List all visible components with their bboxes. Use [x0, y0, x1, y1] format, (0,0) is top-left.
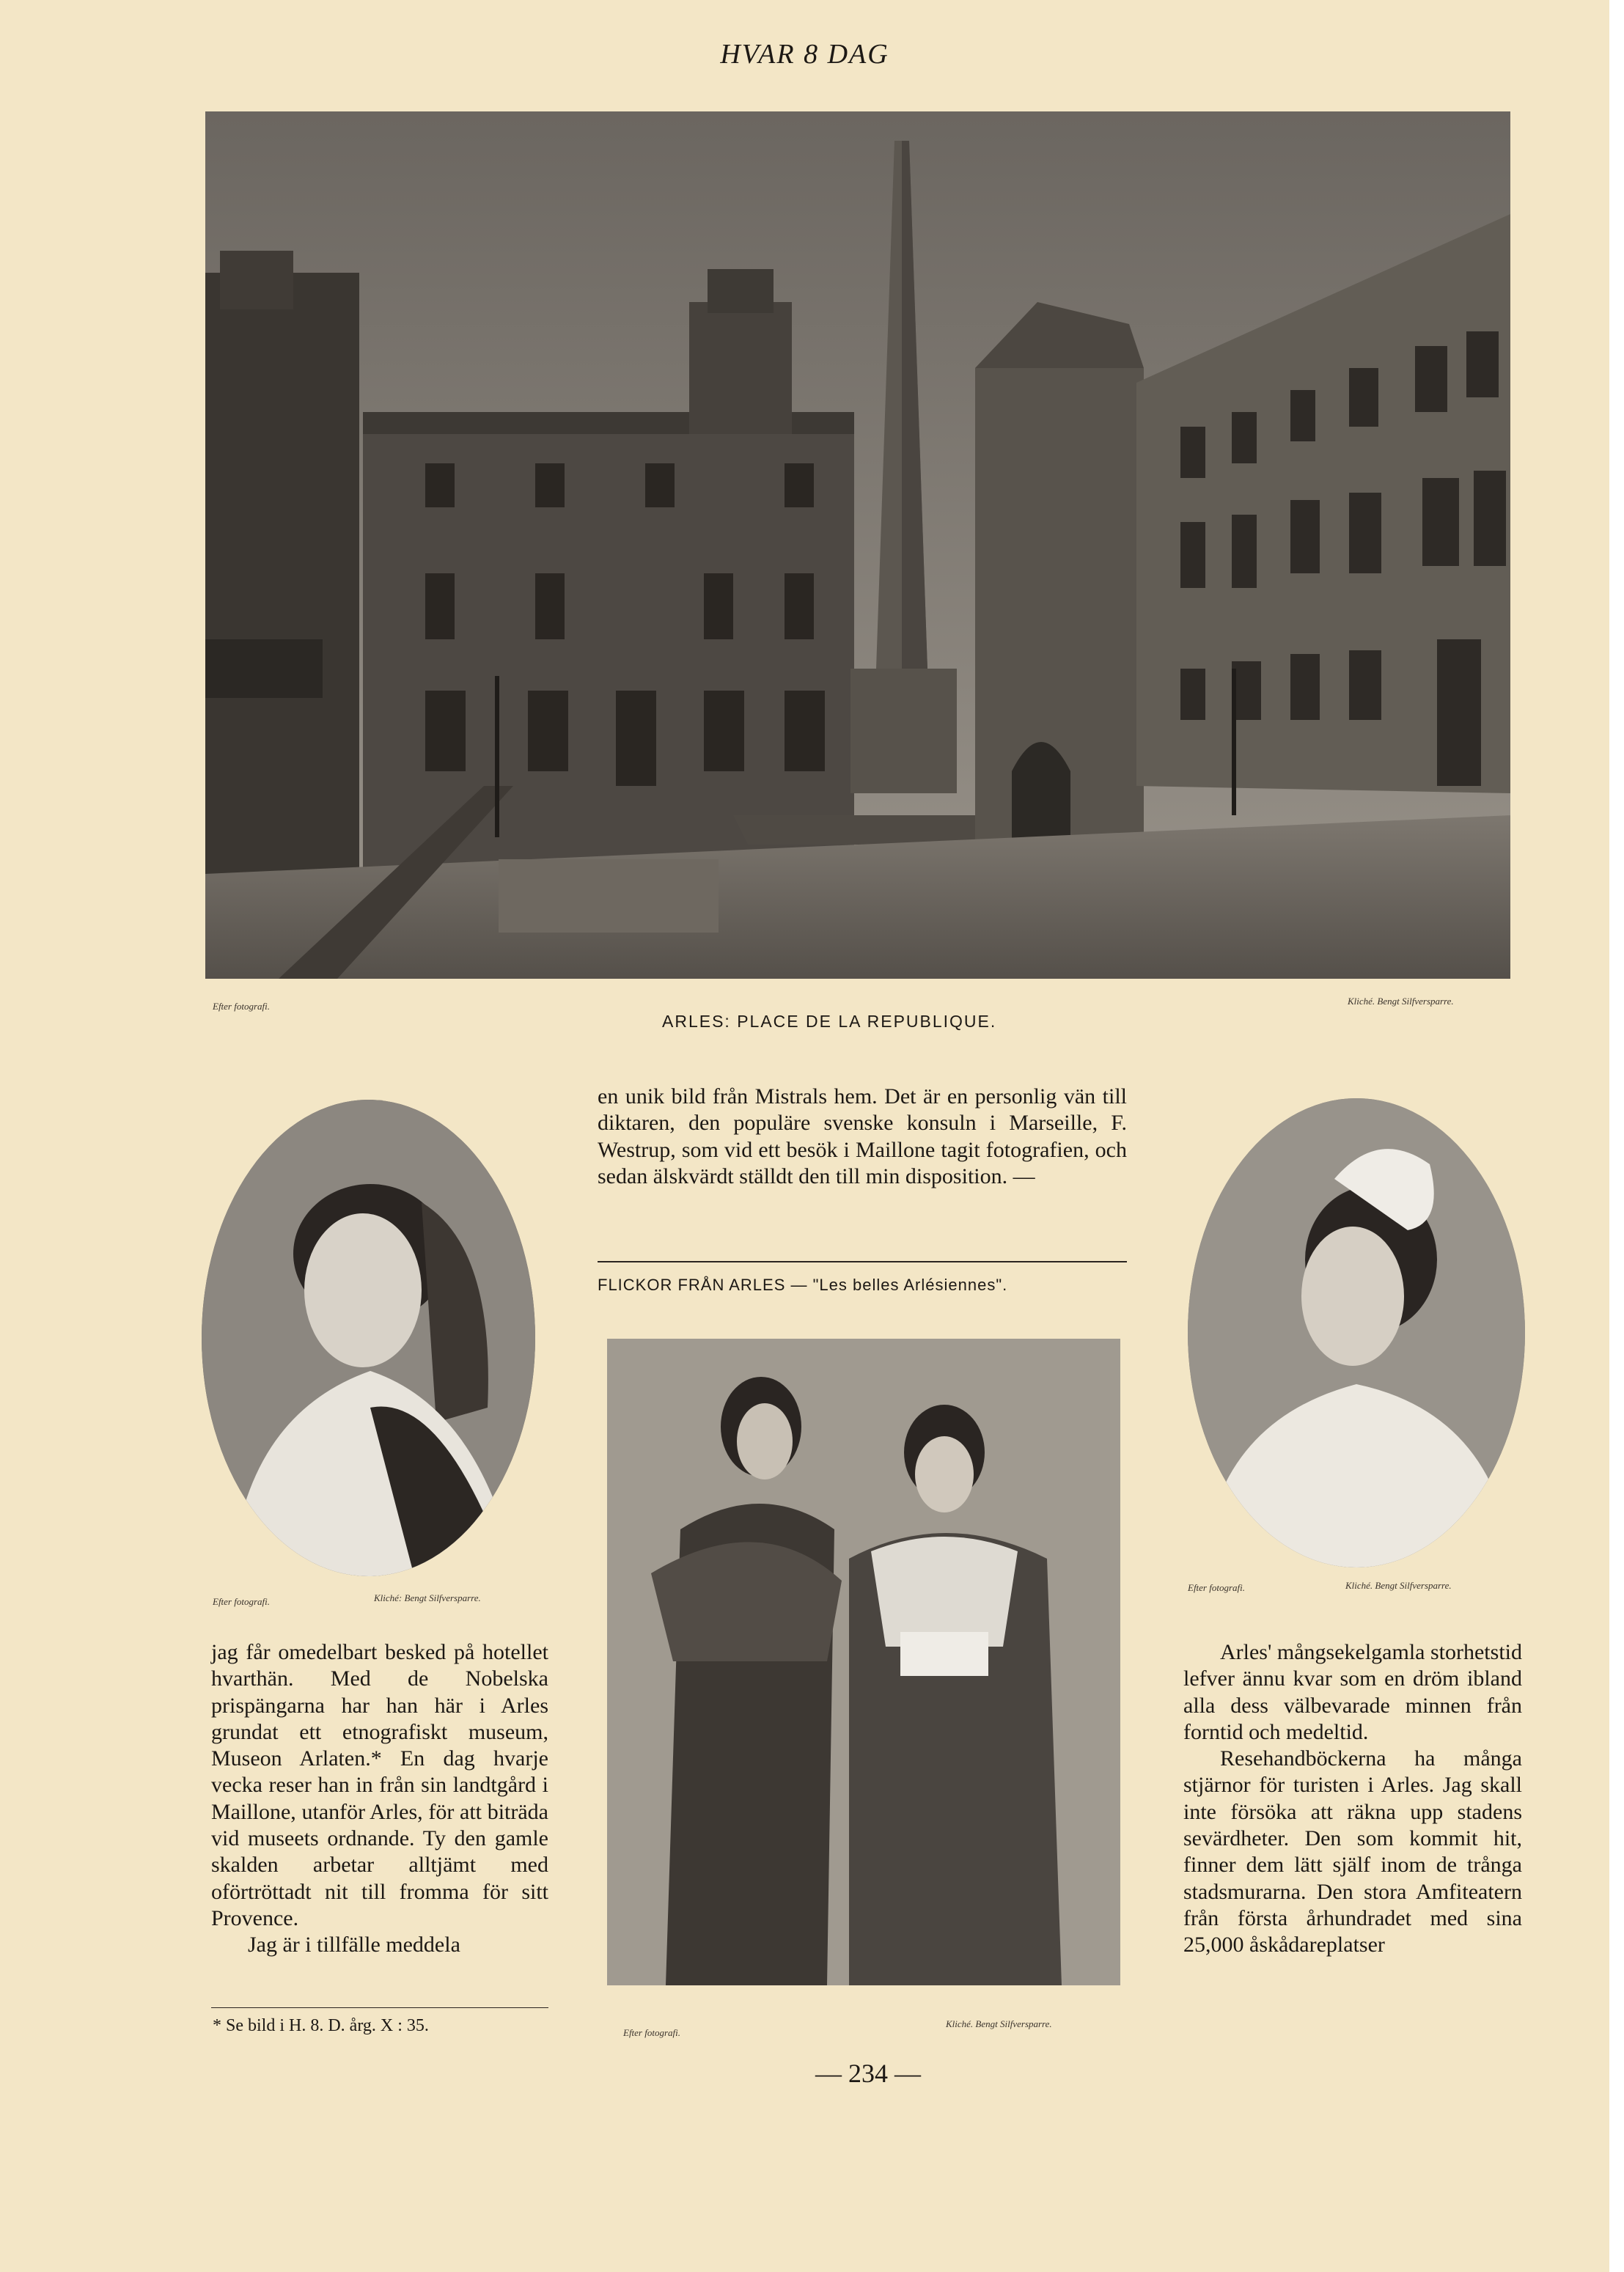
footnote-rule — [211, 2007, 548, 2008]
center-credit-right: Kliché. Bengt Silfversparre. — [946, 2018, 1052, 2029]
left-column-paragraph-2: Jag är i tillfälle meddela — [248, 1933, 460, 1957]
center-caption: FLICKOR FRÅN ARLES — "Les belles Arlésiennes". — [598, 1276, 1008, 1294]
running-header: HVAR 8 DAG — [720, 39, 889, 70]
top-photo-credit-right: Kliché. Bengt Silfversparre. — [1348, 996, 1454, 1007]
left-oval-credit-right: Kliché: Bengt Silfversparre. — [374, 1592, 481, 1603]
right-column-paragraph-2: Resehandböckerna ha många stjärnor för turisten i Arles. Jag skall inte försöka att räkna upp stadens sevärdheter. Den som kommit hit, finner dem lätt själf inom de trånga stadsmurarna. Den stora Amfiteatern från första århundradet med sina 25,000 åskådareplatser — [1183, 1746, 1522, 1957]
page-number: — 234 — — [815, 2059, 921, 2088]
center-paragraph — [598, 1084, 1127, 1190]
center-divider — [598, 1261, 1127, 1262]
two-girls-photo — [607, 1339, 1120, 1985]
top-photo-caption: ARLES: PLACE DE LA REPUBLIQUE. — [662, 1012, 997, 1031]
place-de-la-republique-photo — [205, 111, 1510, 979]
center-credit-left: Efter fotografi. — [623, 2027, 680, 2038]
left-column-text — [211, 1639, 548, 1959]
top-photo-credit-left: Efter fotografi. — [213, 1001, 270, 1012]
right-oval-portrait — [1188, 1098, 1525, 1567]
page-edge — [1609, 0, 1624, 2272]
center-paragraph-text: en unik bild från Mistrals hem. Det är en personlig vän till diktaren, den populäre svenske konsuln i Marseille, F. Westrup, som vid ett besök i Maillone tagit fotografien, och sedan älskvärdt ställdt den till min disposition. — — [598, 1084, 1127, 1188]
right-column-text — [1183, 1639, 1522, 1959]
left-oval-credit-left: Efter fotografi. — [213, 1596, 270, 1607]
right-oval-credit-left: Efter fotografi. — [1188, 1582, 1245, 1593]
footnote: * Se bild i H. 8. D. årg. X : 35. — [213, 2016, 429, 2035]
right-oval-credit-right: Kliché. Bengt Silfversparre. — [1345, 1580, 1452, 1591]
left-column-paragraph-1: jag får omedelbart besked på hotellet hvarthän. Med de Nobelska prispängarna har han här i Arles grundat ett etnografiskt museum, Museon Arlaten.* En dag hvarje vecka reser han in från sin landtgård i Maillone, utanför Arles, för att biträda vid museets ordnande. Ty den gamle skalden arbetar alltjämt med oförtröttadt nit till fromma för sitt Provence. — [211, 1640, 548, 1930]
left-oval-portrait — [202, 1100, 535, 1576]
right-column-paragraph-1: Arles' mångsekelgamla storhetstid lefver ännu kvar som en dröm ibland alla dess välbevarade minnen från forntid och medeltid. — [1183, 1640, 1522, 1744]
